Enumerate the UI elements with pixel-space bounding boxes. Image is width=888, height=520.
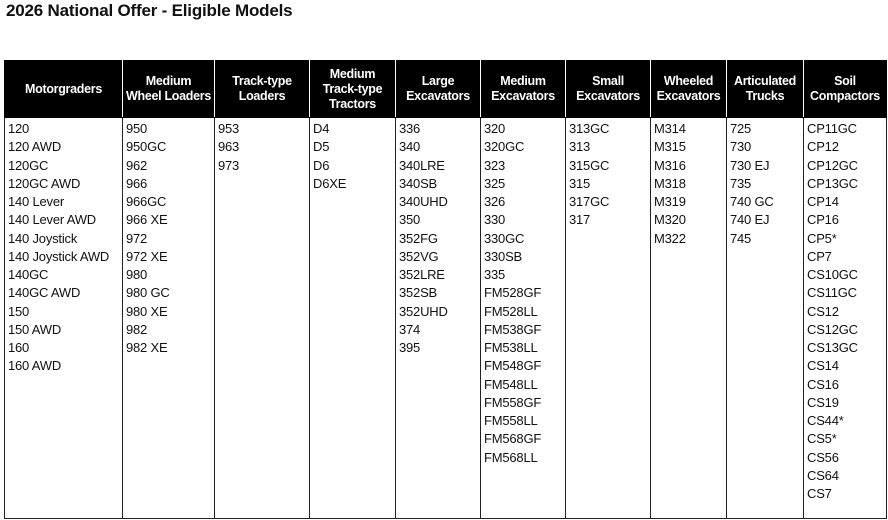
column-header-line: Excavators	[656, 89, 721, 103]
model-item: 980 GC	[126, 285, 170, 301]
model-item: 962	[126, 157, 148, 173]
column-header-line: Loaders	[238, 89, 286, 103]
column-header-line: Medium	[329, 66, 376, 81]
model-item: 730 EJ	[730, 157, 770, 173]
model-item: CS12GC	[807, 321, 858, 337]
model-item: 352FG	[399, 230, 438, 246]
model-item: 336	[399, 121, 421, 136]
column-header	[804, 61, 887, 118]
model-item: 317GC	[569, 194, 610, 209]
column-header-line: Medium	[145, 74, 192, 88]
model-item: 745	[730, 230, 752, 246]
model-item: M319	[654, 194, 686, 209]
model-item: 160	[8, 340, 30, 355]
model-column	[651, 118, 727, 519]
model-item: 335	[484, 267, 506, 282]
model-item: 340LRE	[399, 157, 445, 173]
model-item: 735	[730, 175, 752, 191]
model-item: 982	[126, 321, 148, 337]
model-item: 725	[730, 121, 752, 136]
table-body-row	[5, 118, 887, 519]
model-item: 352VG	[399, 248, 439, 264]
column-header-line: Track-type	[322, 81, 383, 96]
model-item: CS10GC	[807, 267, 858, 282]
model-item: 740 EJ	[730, 212, 770, 228]
model-item: 740 GC	[730, 194, 774, 209]
model-item: 313	[569, 139, 591, 155]
model-item: 325	[484, 175, 506, 191]
column-header	[215, 61, 310, 118]
model-column	[5, 118, 123, 519]
model-item: CP5*	[807, 230, 837, 246]
model-item: FM538GF	[484, 321, 542, 337]
model-item: CS64	[807, 467, 839, 483]
model-column	[481, 118, 566, 519]
column-header-line: Track-type	[232, 74, 292, 88]
column-header-line: Wheeled	[663, 74, 714, 88]
page-title: 2026 National Offer - Eligible Models	[6, 1, 293, 20]
model-item: 352UHD	[399, 303, 448, 319]
column-header	[396, 61, 481, 118]
model-item: 120GC	[8, 157, 49, 173]
column-header-line: Compactors	[810, 89, 880, 103]
model-item: 150	[8, 303, 30, 319]
model-item: FM558LL	[484, 413, 538, 428]
model-item: CP14	[807, 194, 839, 209]
column-header-line: Articulated	[734, 74, 796, 88]
model-item: 330	[484, 212, 506, 228]
model-item: CS12	[807, 303, 839, 319]
column-header-line: Excavators	[576, 89, 640, 103]
model-item: CS13GC	[807, 340, 858, 355]
column-header	[481, 61, 566, 118]
model-item: 340	[399, 139, 421, 155]
model-item: 313GC	[569, 121, 610, 136]
model-item: D6	[313, 157, 330, 173]
model-item: M315	[654, 139, 686, 155]
column-header	[123, 61, 215, 118]
model-item: M320	[654, 212, 686, 228]
model-item: 352SB	[399, 285, 438, 301]
model-item: 120 AWD	[8, 139, 62, 155]
model-item: 160 AWD	[8, 358, 62, 374]
model-item: 973	[218, 157, 240, 173]
column-header-line: Soil	[834, 74, 856, 88]
model-item: 140GC AWD	[8, 285, 81, 301]
model-item: 953	[218, 121, 240, 136]
model-column	[566, 118, 651, 519]
column-header-line: Medium	[500, 74, 546, 88]
column-header-line: Excavators	[491, 89, 555, 103]
model-item: M322	[654, 230, 686, 246]
model-item: FM528LL	[484, 303, 538, 319]
model-item: FM568LL	[484, 449, 538, 465]
model-item: M318	[654, 175, 686, 191]
model-item: 730	[730, 139, 752, 155]
model-item: 140 Joystick	[8, 230, 78, 246]
model-item: CP16	[807, 212, 839, 228]
model-item: 963	[218, 139, 240, 155]
model-item: 150 AWD	[8, 321, 62, 337]
column-header-line: Tractors	[329, 96, 376, 111]
model-item: FM558GF	[484, 394, 542, 410]
model-item: CP7	[807, 248, 832, 264]
model-item: 315GC	[569, 157, 610, 173]
model-column	[215, 118, 310, 519]
model-item: 950	[126, 121, 148, 136]
model-item: 980	[126, 267, 148, 282]
column-header	[5, 61, 123, 118]
table-header-row	[5, 61, 887, 118]
model-column	[310, 118, 396, 519]
model-item: CS19	[807, 394, 839, 410]
model-item: CS44*	[807, 413, 844, 428]
model-item: 966GC	[126, 194, 167, 209]
model-item: 352LRE	[399, 267, 445, 282]
model-item: M316	[654, 157, 686, 173]
column-header-line: Wheel Loaders	[125, 89, 211, 103]
model-item: M314	[654, 121, 686, 136]
column-header-line: Motorgraders	[25, 81, 102, 96]
model-item: 340SB	[399, 175, 438, 191]
model-item: CS16	[807, 376, 839, 392]
model-item: D6XE	[313, 175, 347, 191]
column-header-line: Small	[592, 74, 624, 88]
model-item: CP13GC	[807, 175, 858, 191]
model-item: 140 Lever AWD	[8, 212, 96, 228]
model-item: FM538LL	[484, 340, 538, 355]
model-item: CP12	[807, 139, 839, 155]
model-item: CS7	[807, 486, 832, 501]
model-item: 140 Joystick AWD	[8, 248, 110, 264]
model-item: 350	[399, 212, 421, 228]
model-item: 966 XE	[126, 212, 168, 228]
model-item: CS11GC	[807, 285, 857, 301]
column-header-line: Excavators	[406, 89, 470, 103]
model-item: D5	[313, 139, 330, 155]
column-header-line: Trucks	[745, 89, 785, 103]
model-item: 950GC	[126, 139, 167, 155]
model-item: 120GC AWD	[8, 175, 81, 191]
model-item: 320GC	[484, 139, 525, 155]
model-item: 326	[484, 194, 506, 209]
model-item: 982 XE	[126, 340, 168, 355]
column-header	[651, 61, 727, 118]
model-item: 140GC	[8, 267, 49, 282]
model-item: CP12GC	[807, 157, 858, 173]
column-header	[310, 61, 396, 118]
model-item: D4	[313, 121, 330, 136]
model-item: FM528GF	[484, 285, 542, 301]
column-header-line: Large	[421, 74, 455, 88]
model-item: 395	[399, 340, 421, 355]
model-item: 140 Lever	[8, 194, 65, 209]
model-item: 317	[569, 212, 591, 228]
model-item: 330GC	[484, 230, 525, 246]
model-item: CS14	[807, 358, 839, 374]
column-header	[727, 61, 804, 118]
model-column	[123, 118, 215, 519]
model-item: CS5*	[807, 431, 837, 447]
model-item: 340UHD	[399, 194, 448, 209]
model-item: 120	[8, 121, 30, 136]
model-item: 330SB	[484, 248, 523, 264]
model-item: 374	[399, 321, 421, 337]
eligible-models-table	[4, 60, 887, 519]
model-item: FM548LL	[484, 376, 538, 392]
model-item: FM548GF	[484, 358, 542, 374]
model-item: 972	[126, 230, 148, 246]
model-item: 320	[484, 121, 506, 136]
model-column	[727, 118, 804, 519]
model-item: 315	[569, 175, 591, 191]
model-item: CS56	[807, 449, 839, 465]
model-item: 972 XE	[126, 248, 168, 264]
model-item: 323	[484, 157, 506, 173]
model-item: CP11GC	[807, 121, 857, 136]
model-column	[396, 118, 481, 519]
model-item: 966	[126, 175, 148, 191]
model-column	[804, 118, 887, 519]
model-item: FM568GF	[484, 431, 542, 447]
model-item: 980 XE	[126, 303, 168, 319]
column-header	[566, 61, 651, 118]
